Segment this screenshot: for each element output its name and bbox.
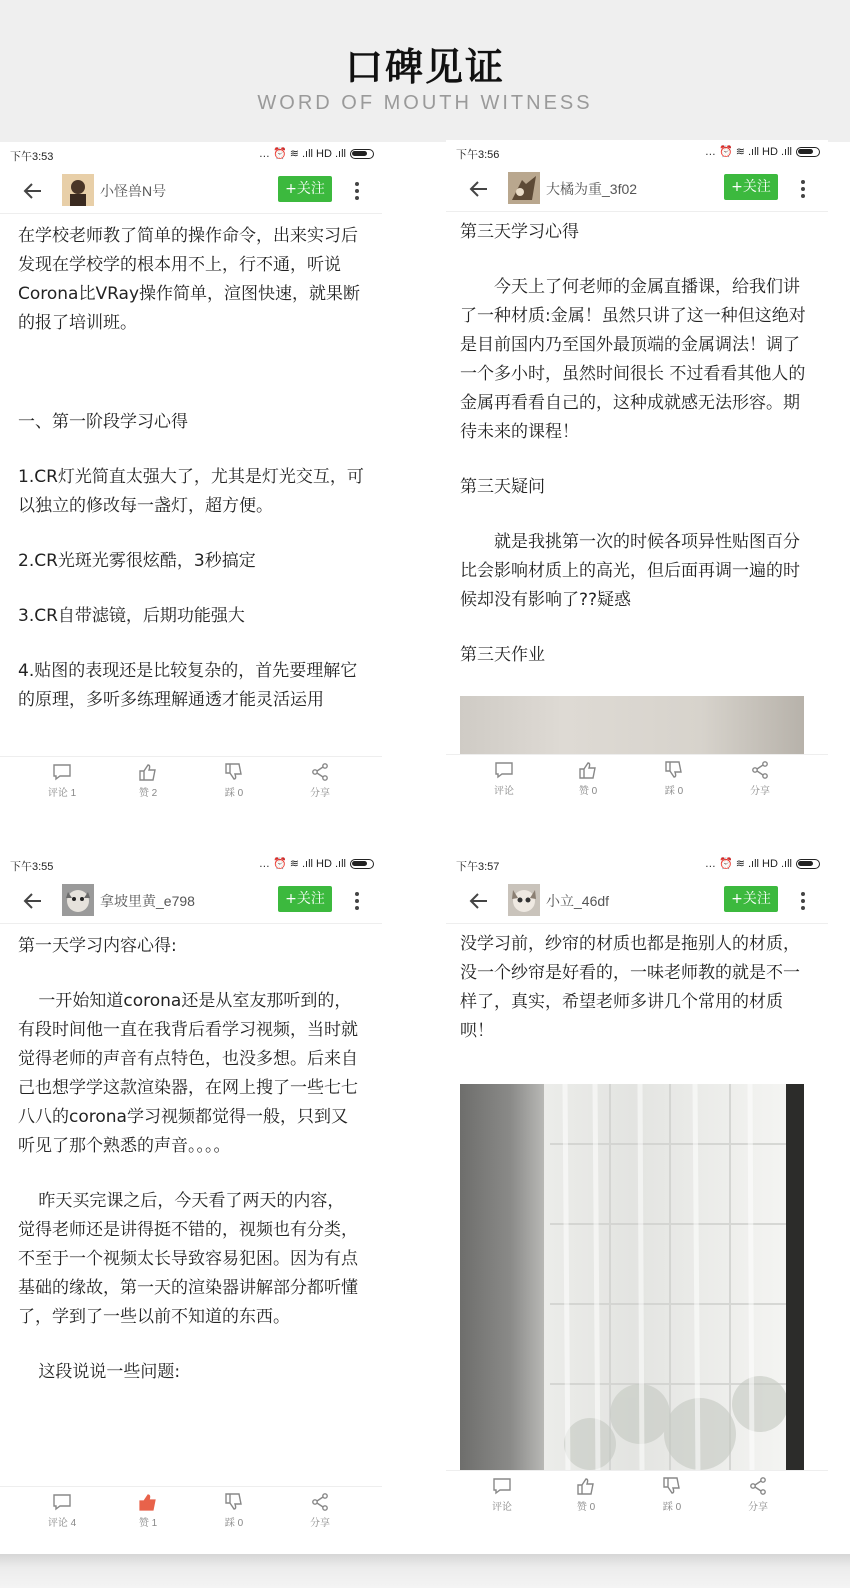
- share-icon: [748, 1477, 768, 1495]
- curtain-image: [460, 1084, 804, 1476]
- post-paragraph: 第三天疑问: [460, 477, 545, 497]
- post-navbar: [446, 878, 828, 924]
- like-count: 赞 1: [138, 1518, 158, 1529]
- username[interactable]: 大橘为重_3f02: [546, 181, 638, 197]
- share-button[interactable]: [728, 1477, 788, 1513]
- avatar[interactable]: [62, 884, 94, 916]
- avatar[interactable]: [508, 884, 540, 916]
- status-bar: [0, 142, 382, 166]
- username[interactable]: 拿坡里黄_e798: [100, 893, 195, 909]
- status-icons: [705, 145, 820, 158]
- like-count: 赞 0: [578, 786, 598, 797]
- back-arrow-icon[interactable]: [22, 890, 44, 912]
- thumbs-up-icon: [138, 763, 158, 781]
- like-button[interactable]: [118, 1493, 178, 1529]
- post-paragraph: 就是我挑第一次的时候各项异性贴图百分比会影响材质上的高光，但后面再调一遍的时候却没有影响了??疑惑: [460, 532, 800, 610]
- share-label: 分享: [748, 1502, 768, 1513]
- more-options-icon[interactable]: [800, 890, 806, 912]
- status-time: 下午3:57: [456, 861, 500, 873]
- page-title: 口碑见证: [344, 45, 505, 89]
- thumbs-up-icon: [138, 1493, 158, 1511]
- share-icon: [310, 763, 330, 781]
- dislike-button[interactable]: [642, 1477, 702, 1513]
- battery-icon: [796, 859, 820, 869]
- dislike-count: 踩 0: [224, 1518, 244, 1529]
- back-arrow-icon[interactable]: [468, 178, 490, 200]
- post-paragraph: 今天上了何老师的金属直播课，给我们讲了一种材质:金属！虽然只讲了这一种但这绝对是目前国内乃至国外最顶端的金属调法！调了一个多小时，虽然时间很长 不过看看其他人的金属再看看自己的，这种成就感无法形容。期待未来的课程！: [460, 277, 806, 442]
- share-icon: [750, 761, 770, 779]
- post-paragraph: 在学校老师教了简单的操作命令，出来实习后发现在学校学的根本用不上，行不通，听说Corona比VRay操作简单，渲图快速，就果断的报了培训班。: [18, 226, 361, 333]
- follow-button[interactable]: +关注: [724, 886, 778, 912]
- comment-button[interactable]: [474, 761, 534, 797]
- like-button[interactable]: [118, 763, 178, 799]
- like-button[interactable]: [556, 1477, 616, 1513]
- comment-icon: [52, 763, 72, 781]
- dislike-count: 踩 0: [662, 1502, 682, 1513]
- avatar-image: [508, 172, 540, 204]
- comment-count: 评论: [494, 786, 514, 797]
- post-paragraph: 第三天作业: [460, 645, 545, 665]
- post-content: [18, 932, 360, 1387]
- username[interactable]: 小怪兽N号: [100, 183, 167, 199]
- post-paragraph: 昨天买完课之后，今天看了两天的内容，觉得老师还是讲得挺不错的，视频也有分类，不至于一个视频太长导致容易犯困。因为有点基础的缘故，第一天的渲染器讲解部分都听懂了，学到了一些以前不知道的东西。: [18, 1191, 358, 1327]
- post-paragraph: 第一天学习内容心得:: [18, 936, 177, 956]
- follow-button[interactable]: +关注: [278, 176, 332, 202]
- testimonial-card-2: [446, 140, 828, 808]
- comment-button[interactable]: [32, 763, 92, 799]
- status-icons-text: … ⏰ ≋ .ıll HD .ıll: [258, 148, 346, 160]
- like-count: 赞 0: [576, 1502, 596, 1513]
- thumbs-down-icon: [224, 763, 244, 781]
- status-time: 下午3:55: [10, 861, 54, 873]
- thumbs-up-icon: [578, 761, 598, 779]
- curtain-photo: [460, 1084, 804, 1476]
- status-icons-text: … ⏰ ≋ .ıll HD .ıll: [704, 858, 792, 870]
- comment-icon: [492, 1477, 512, 1495]
- post-paragraph: 2.CR光斑光雾很炫酷，3秒搞定: [18, 551, 256, 571]
- dislike-button[interactable]: [204, 763, 264, 799]
- avatar-image: [62, 174, 94, 206]
- avatar[interactable]: [62, 174, 94, 206]
- status-bar: [446, 140, 828, 164]
- status-icons: [259, 147, 374, 160]
- thumbs-down-icon: [224, 1493, 244, 1511]
- comment-button[interactable]: [32, 1493, 92, 1529]
- post-navbar: [446, 166, 828, 212]
- post-paragraph: 一开始知道corona还是从室友那听到的，有段时间他一直在我背后看学习视频，当时就觉得老师的声音有点特色，也没多想。后来自己也想学学这款渲染器，在网上搜了一些七七八八的corona学习视频都觉得一般，只到又听见了那个熟悉的声音。。。。: [18, 991, 358, 1156]
- post-navbar: [0, 878, 382, 924]
- back-arrow-icon[interactable]: [22, 180, 44, 202]
- comment-count: 评论: [492, 1502, 512, 1513]
- dislike-button[interactable]: [204, 1493, 264, 1529]
- testimonial-card-3: [0, 852, 382, 1529]
- dislike-button[interactable]: [644, 761, 704, 797]
- bottom-shadow: [0, 1554, 850, 1588]
- more-options-icon[interactable]: [354, 180, 360, 202]
- dislike-count: 踩 0: [224, 788, 244, 799]
- status-time: 下午3:56: [456, 149, 500, 161]
- share-button[interactable]: [290, 763, 350, 799]
- follow-button[interactable]: +关注: [278, 886, 332, 912]
- battery-icon: [796, 147, 820, 157]
- post-paragraph: 1.CR灯光简直太强大了，尤其是灯光交互，可以独立的修改每一盏灯，超方便。: [18, 467, 364, 516]
- comment-count: 评论 1: [47, 788, 77, 799]
- share-button[interactable]: [290, 1493, 350, 1529]
- more-options-icon[interactable]: [354, 890, 360, 912]
- post-paragraph: 4.贴图的表现还是比较复杂的，首先要理解它的原理，多听多练理解通透才能灵活运用: [18, 661, 358, 710]
- action-bar: [0, 1486, 382, 1536]
- share-icon: [310, 1493, 330, 1511]
- more-options-icon[interactable]: [800, 178, 806, 200]
- like-count: 赞 2: [138, 788, 158, 799]
- action-bar: [446, 1470, 828, 1520]
- post-content: [460, 218, 806, 670]
- status-icons-text: … ⏰ ≋ .ıll HD .ıll: [258, 858, 346, 870]
- action-bar: [446, 754, 828, 804]
- thumbs-down-icon: [662, 1477, 682, 1495]
- share-label: 分享: [310, 1518, 330, 1529]
- testimonial-card-1: [0, 142, 382, 810]
- comment-count: 评论 4: [47, 1518, 77, 1529]
- follow-button[interactable]: +关注: [724, 174, 778, 200]
- post-paragraph: 一、第一阶段学习心得: [18, 412, 188, 432]
- page-header: [0, 0, 850, 142]
- action-bar: [0, 756, 382, 806]
- status-icons-text: … ⏰ ≋ .ıll HD .ıll: [704, 146, 792, 158]
- post-paragraph: 这段说说一些问题:: [38, 1362, 181, 1382]
- share-label: 分享: [750, 786, 770, 797]
- status-bar: [446, 852, 828, 876]
- status-icons: [259, 857, 374, 870]
- comment-icon: [52, 1493, 72, 1511]
- status-bar: [0, 852, 382, 876]
- battery-icon: [350, 859, 374, 869]
- post-navbar: [0, 168, 382, 214]
- comment-button[interactable]: [472, 1477, 532, 1513]
- post-paragraph: 第三天学习心得: [460, 222, 579, 242]
- avatar-image: [508, 884, 540, 916]
- post-paragraph: 没学习前，纱帘的材质也都是拖别人的材质，没一个纱帘是好看的，一味老师教的就是不一样了，真实，希望老师多讲几个常用的材质呗！: [460, 934, 800, 1041]
- testimonial-card-4: [446, 852, 828, 1522]
- status-time: 下午3:53: [10, 151, 54, 163]
- dislike-count: 踩 0: [664, 786, 684, 797]
- like-button[interactable]: [558, 761, 618, 797]
- share-button[interactable]: [730, 761, 790, 797]
- back-arrow-icon[interactable]: [468, 890, 490, 912]
- avatar-image: [62, 884, 94, 916]
- thumbs-up-icon: [576, 1477, 596, 1495]
- username[interactable]: 小立_46df: [546, 893, 610, 909]
- share-label: 分享: [310, 788, 330, 799]
- post-content: [460, 930, 806, 1046]
- homework-image: [460, 696, 804, 754]
- avatar[interactable]: [508, 172, 540, 204]
- status-icons: [705, 857, 820, 870]
- battery-icon: [350, 149, 374, 159]
- post-content: [18, 222, 364, 715]
- post-paragraph: 3.CR自带滤镜，后期功能强大: [18, 606, 245, 626]
- thumbs-down-icon: [664, 761, 684, 779]
- comment-icon: [494, 761, 514, 779]
- page-subtitle: WORD OF MOUTH WITNESS: [257, 92, 593, 114]
